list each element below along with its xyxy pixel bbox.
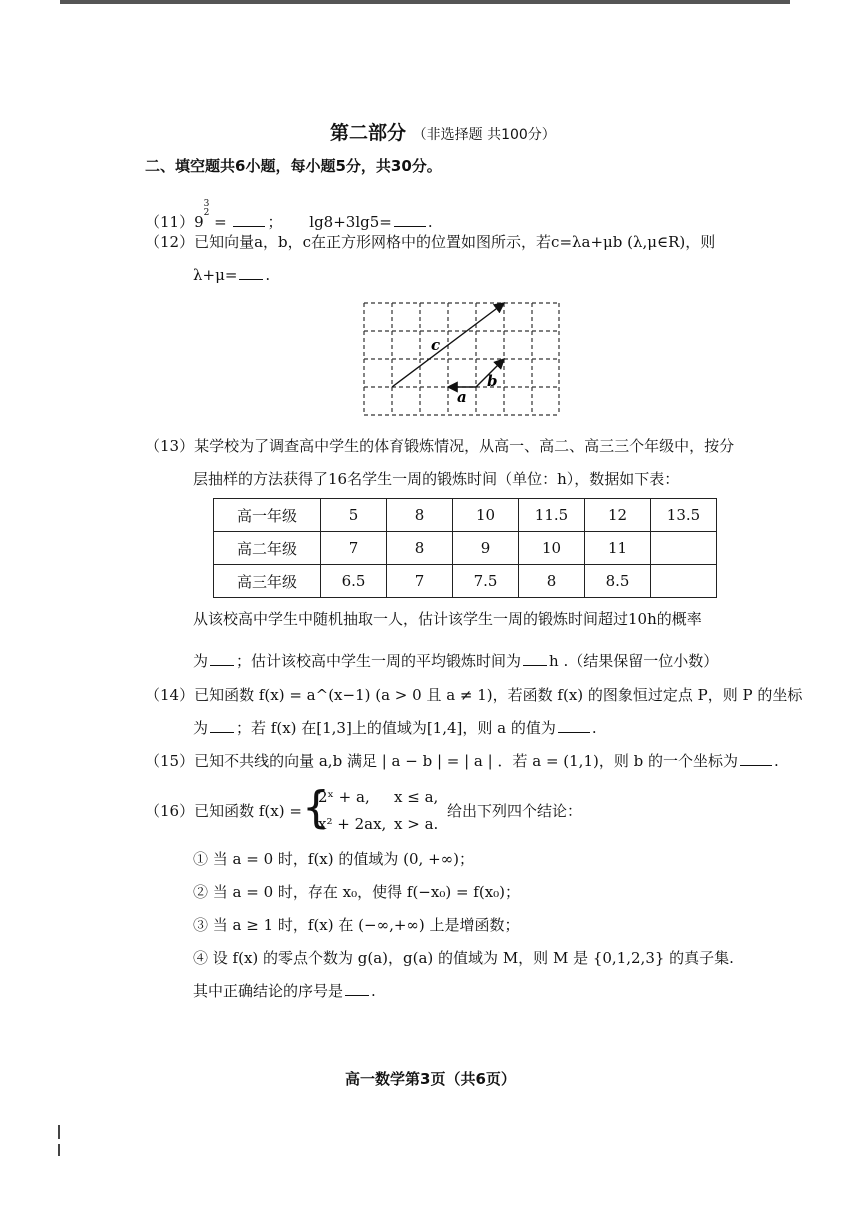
question-16-lead [145,800,302,822]
row-header: 高一年级 [214,499,321,532]
table-cell: 11 [585,532,651,565]
table-cell: 10 [453,499,519,532]
answer-blank[interactable] [740,750,772,766]
conclusion-3: ③ 当 a ≥ 1 时，f(x) 在 (−∞,+∞) 上是增函数； [193,916,520,934]
scan-top-edge [60,0,790,4]
table-cell: 8 [519,565,585,598]
answer-blank[interactable] [210,717,234,733]
question-number: （15） [145,752,195,770]
page-footer: 高一数学第3页（共6页） [345,1070,516,1088]
row-header: 高二年级 [214,532,321,565]
question-13-line1 [145,435,734,457]
q16-tail: 给出下列四个结论： [447,802,583,820]
row-header: 高三年级 [214,565,321,598]
conclusion-4: ④ 设 f(x) 的零点个数为 g(a)，g(a) 的值域为 M，则 M 是 {0,1,2,3} 的真子集. [193,949,734,967]
table-cell: 10 [519,532,585,565]
piecewise-cond-2: x > a. [394,815,439,833]
conclusion-2: ② 当 a = 0 时，存在 x₀，使得 f(−x₀) = f(x₀)； [193,883,521,901]
q12-text: λ+μ= [193,266,238,284]
q14-end: . [591,719,597,737]
table-cell: 11.5 [519,499,585,532]
piecewise-case-2: x² + 2ax, [318,815,387,833]
question-14-line1 [145,684,802,706]
question-number: （16） [145,802,195,820]
question-number: （12） [145,233,195,251]
answer-blank[interactable] [233,211,265,227]
q14-text: 已知函数 f(x) = a^(x−1) (a > 0 且 a ≠ 1)，若函数 f(x) 的图象恒过定点 P，则 P 的坐标 [194,686,803,704]
section-heading: 二、填空题共6小题，每小题5分，共30分。 [145,157,442,175]
table-cell: 7.5 [453,565,519,598]
q12-text: 已知向量a，b，c在正方形网格中的位置如图所示，若c=λa+μb (λ,μ∈R)，则 [194,233,716,251]
q13-text: 为 [193,652,209,670]
q16-answer-line [193,980,376,1002]
table-cell: 12 [585,499,651,532]
q16-end: . [371,982,376,1000]
exercise-time-table [213,498,717,598]
question-14-line2 [193,717,597,739]
vector-c-label: c [431,336,441,354]
question-12-line1 [145,231,715,253]
table-cell: 8 [387,499,453,532]
piecewise-case-1: 2ˣ + a, [318,788,370,806]
q11-sep: ； [267,213,283,231]
table-cell: 6.5 [321,565,387,598]
table-cell: 7 [387,565,453,598]
table-cell [651,565,717,598]
part-title-note: （非选择题 共100分） [412,127,556,143]
question-number: （14） [145,686,195,704]
answer-blank[interactable] [394,211,426,227]
question-13-line4 [193,650,718,672]
q13-text: h .（结果保留一位小数） [549,652,719,670]
table-cell: 8.5 [585,565,651,598]
table-cell: 8 [387,532,453,565]
q12-end: . [265,266,271,284]
question-12-line2 [193,264,270,286]
q11-end: . [427,213,433,231]
answer-blank[interactable] [345,980,369,996]
table-row [214,499,717,532]
q11-exp-den: 2 [203,208,210,218]
binding-margin-mark [58,1125,60,1139]
q14-text: 为 [193,719,209,737]
table-cell: 7 [321,532,387,565]
q13-text: ；估计该校高中学生一周的平均锻炼时间为 [236,652,522,670]
q14-text: ；若 f(x) 在[1,3]上的值域为[1,4]，则 a 的值为 [236,719,556,737]
question-13-line3: 从该校高中学生中随机抽取一人，估计该学生一周的锻炼时间超过10h的概率 [193,610,702,628]
part-title: 第二部分 （非选择题 共100分） [330,122,556,144]
piecewise-brace: { [302,782,330,833]
q16-text: 已知函数 f(x) = [194,802,302,820]
table-row [214,532,717,565]
question-15 [145,750,779,772]
binding-margin-mark [58,1144,60,1156]
q13-text: 某学校为了调查高中学生的体育锻炼情况，从高一、高二、高三三个年级中，按分 [194,437,735,455]
vector-grid-figure [363,302,563,422]
answer-blank[interactable] [558,717,590,733]
vector-a-label: a [457,388,467,406]
q11-exp-num: 3 [203,199,210,209]
q11-expr2: lg8+3lg5= [309,213,392,231]
q11-eq: = [209,213,232,231]
answer-blank[interactable] [210,650,234,666]
piecewise-cond-1: x ≤ a, [394,788,439,806]
table-cell [651,532,717,565]
q15-text: 已知不共线的向量 a,b 满足 | a − b | = | a | ．若 a = (1,1)，则 b 的一个坐标为 [194,752,738,770]
question-number: （11） [145,213,195,231]
question-number: （13） [145,437,195,455]
question-13-line2: 层抽样的方法获得了16名学生一周的锻炼时间（单位：h），数据如下表： [193,470,680,488]
q16-text: 其中正确结论的序号是 [193,982,344,1000]
table-row [214,565,717,598]
q15-end: . [773,752,779,770]
q11-base: 9 [194,213,204,231]
answer-blank[interactable] [239,264,263,280]
table-cell: 13.5 [651,499,717,532]
question-11 [145,200,433,233]
table-cell: 5 [321,499,387,532]
answer-blank[interactable] [523,650,547,666]
vector-b-label: b [487,372,498,390]
table-cell: 9 [453,532,519,565]
conclusion-1: ① 当 a = 0 时，f(x) 的值域为 (0, +∞)； [193,850,474,868]
